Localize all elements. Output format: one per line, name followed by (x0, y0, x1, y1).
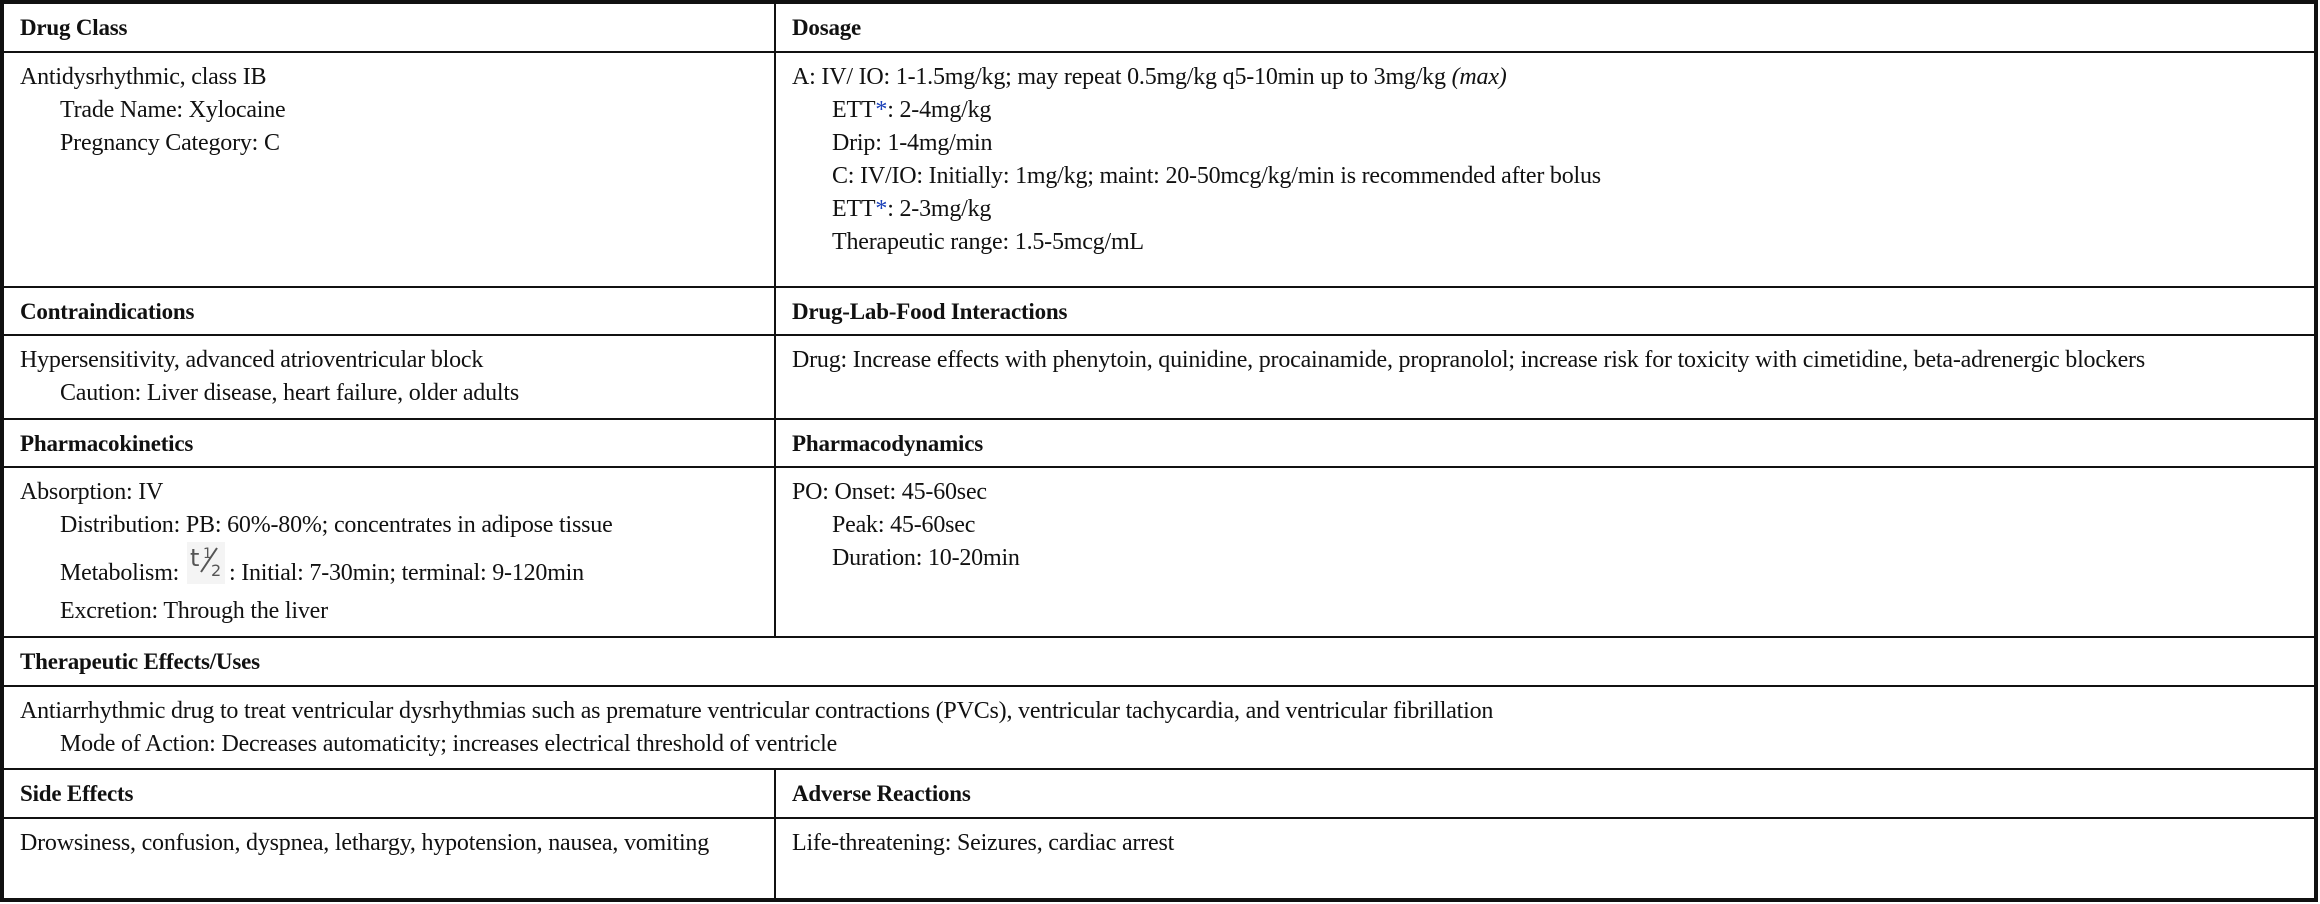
therapeutic-text: Antiarrhythmic drug to treat ventricular dysrhythmias such as premature ventricular contractions (PVCs), ventricular tachycardia, and ventricular fibrillation (20, 698, 1494, 725)
interactions-cell (775, 335, 2315, 418)
svg-text:1: 1 (202, 546, 212, 563)
dosage-ett-adult (792, 94, 2300, 127)
contraindications-cell (3, 335, 775, 418)
asterisk-footnote: * (875, 195, 888, 222)
header-pharmacokinetics: Pharmacokinetics (3, 419, 775, 468)
pharmacodynamics-cell (775, 467, 2315, 637)
header-side-effects: Side Effects (3, 769, 775, 818)
header-drug-class: Drug Class (3, 3, 775, 52)
dosage-adult-iv-text: A: IV/ IO: 1-1.5mg/kg; may repeat 0.5mg/kg q5-10min up to 3mg/kg (792, 63, 1452, 90)
duration-text: Duration: 10-20min (832, 545, 1020, 572)
interactions-text: Drug: Increase effects with phenytoin, quinidine, procainamide, propranolol; increase risk for toxicity with cimetidine, beta-adrenergic blockers (792, 347, 2145, 374)
dosage-drip: Drip: 1-4mg/min (832, 129, 993, 156)
dosage-max-note: (max) (1451, 63, 1507, 90)
drug-class-text: Antidysrhythmic, class IB (20, 63, 267, 90)
dosage-ett-child (792, 193, 2300, 226)
pharmacokinetics-cell (3, 467, 775, 637)
header-therapeutic: Therapeutic Effects/Uses (3, 637, 2315, 686)
metabolism-line (20, 542, 760, 595)
svg-text:t: t (189, 544, 200, 573)
pregnancy-category: Pregnancy Category: C (60, 129, 280, 156)
mode-of-action: Mode of Action: Decreases automaticity; increases electrical threshold of ventricle (60, 731, 838, 758)
header-interactions: Drug-Lab-Food Interactions (775, 287, 2315, 336)
dosage-cell (775, 52, 2315, 287)
contraindications-text: Hypersensitivity, advanced atrioventricular block (20, 347, 484, 374)
drug-class-cell (3, 52, 775, 287)
peak-text: Peak: 45-60sec (832, 512, 976, 539)
header-pharmacodynamics: Pharmacodynamics (775, 419, 2315, 468)
trade-name: Trade Name: Xylocaine (60, 96, 286, 123)
onset-text: PO: Onset: 45-60sec (792, 479, 987, 506)
adverse-text: Life-threatening: Seizures, cardiac arrest (792, 829, 1175, 856)
side-effects-text: Drowsiness, confusion, dyspnea, lethargy, hypotension, nausea, vomiting (20, 829, 710, 856)
dosage-adult-iv (792, 61, 2300, 94)
ett-adult-value: : 2-4mg/kg (887, 96, 992, 123)
therapeutic-cell (3, 686, 2315, 769)
distribution-text: Distribution: PB: 60%-80%; concentrates in adipose tissue (60, 512, 613, 539)
asterisk-footnote: * (875, 96, 888, 123)
header-dosage: Dosage (775, 3, 2315, 52)
header-contraindications: Contraindications (3, 287, 775, 336)
ett-child-value: : 2-3mg/kg (887, 195, 992, 222)
metabolism-label: Metabolism: (60, 560, 185, 587)
side-effects-cell (3, 818, 775, 899)
therapeutic-range: Therapeutic range: 1.5-5mcg/mL (832, 228, 1144, 255)
metabolism-value: : Initial: 7-30min; terminal: 9-120min (228, 560, 584, 587)
svg-text:2: 2 (210, 561, 221, 581)
caution-text: Caution: Liver disease, heart failure, older adults (60, 380, 519, 407)
dosage-child-iv: C: IV/IO: Initially: 1mg/kg; maint: 20-50mcg/kg/min is recommended after bolus (832, 162, 1601, 189)
ett-label: ETT (832, 195, 876, 222)
absorption-text: Absorption: IV (20, 479, 164, 506)
excretion-text: Excretion: Through the liver (60, 598, 328, 625)
adverse-cell (775, 818, 2315, 899)
ett-label: ETT (832, 96, 876, 123)
header-adverse: Adverse Reactions (775, 769, 2315, 818)
half-life-icon (187, 542, 225, 584)
